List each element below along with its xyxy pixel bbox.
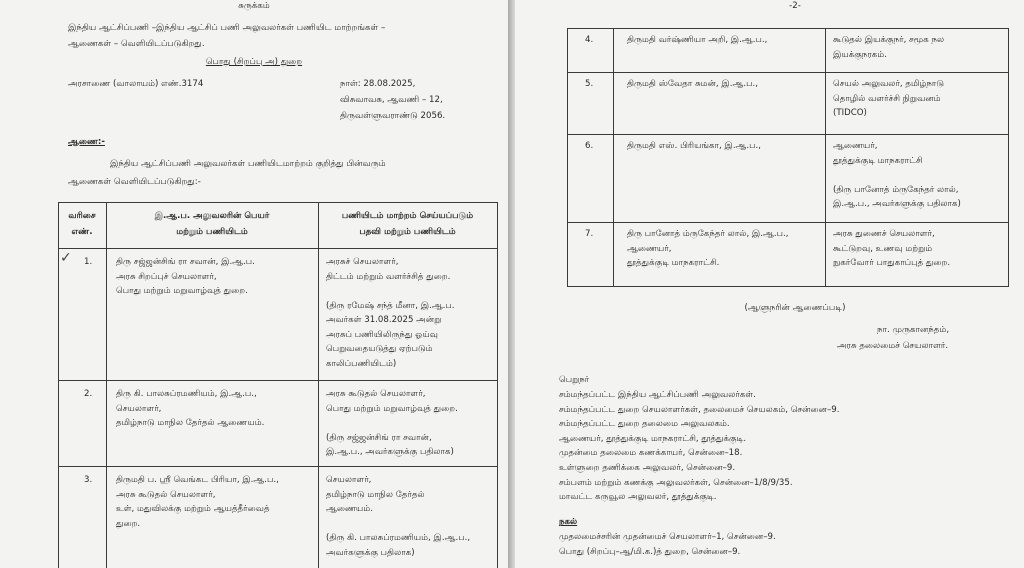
row-posting-line: கூட்டுறவு, உணவு மற்றும் xyxy=(833,243,933,254)
page-number: -2- xyxy=(789,1,801,11)
col-officer-header-2: மற்றும் பணியிடம் xyxy=(176,227,248,237)
row-posting-line: (TIDCO) xyxy=(833,108,867,118)
order-number: அரசாணை (வாலாயம்) எண்.3174 xyxy=(68,79,204,89)
row-posting-line: அரசுப் பணியிலிருந்து ஓய்வு xyxy=(326,329,438,340)
col-posting-header-2: பதவி மற்றும் பணியிடம் xyxy=(359,227,456,237)
row-posting-line: செயலாளர், xyxy=(326,475,372,485)
row-serial-number: 7. xyxy=(585,229,594,239)
row-officer-line: ஆணையர், xyxy=(627,243,672,254)
summary-heading: சுருக்கம் xyxy=(238,1,270,11)
signatory-title: அரசு தலைமைச் செயலாளர். xyxy=(837,341,949,351)
governor-order: (ஆளுநரின் ஆணைப்படி) xyxy=(744,303,846,313)
row-posting-line: (திரு பானோத் ம்ருகேந்தர் லால், xyxy=(833,184,959,195)
recipient-item: சம்பளம் மற்றும் கணக்கு அலுவலர்கள், சென்னை–1/8/9/35. xyxy=(559,477,793,488)
copy-heading: நகல் xyxy=(559,517,578,527)
row-officer-line: அரசு கூடுதல் செயலாளர், xyxy=(116,489,216,500)
row-posting-line: கூடுதல் இயக்குநர், சமூக நல xyxy=(833,35,945,45)
col-serial-header-2: எண். xyxy=(71,227,93,237)
recipient-item: ஆணையர், தூத்துக்குடி மாநகராட்சி, தூத்துக்குடி. xyxy=(559,433,747,444)
col-serial-header: வரிசை xyxy=(68,211,96,221)
row-officer-line: தமிழ்நாடு மாநில தேர்தல் ஆணையம். xyxy=(116,418,265,428)
signatory-name: நா. முருகானந்தம், xyxy=(877,325,950,335)
row-officer-line: தூத்துக்குடி மாநகராட்சி. xyxy=(627,258,720,268)
order-date: நாள்: 28.08.2025, xyxy=(340,79,416,89)
row-posting-line: செயல் அலுவலர், தமிழ்நாடு xyxy=(833,79,945,89)
row-posting-line: அவர்கள் 31.08.2025 அன்று xyxy=(326,315,442,325)
row-officer-line: திருமதி ஸ்வேதா சுமன், இ.ஆ.ப., xyxy=(627,79,758,89)
row-officer-line: செயலாளர், xyxy=(116,403,162,414)
row-serial-number: 5. xyxy=(585,79,594,89)
recipient-item: உள்ளுறை தணிக்கை அலுவலர், சென்னை–9. xyxy=(559,463,736,473)
row-posting-line: தொழில் வளர்ச்சி நிறுவனம் xyxy=(833,93,941,104)
row-officer-line: அரசு சிறப்புச் செயலாளர், xyxy=(116,271,217,282)
recipient-item: சம்மந்தப்பட்ட துறை தலைமை அலுவலகம். xyxy=(559,419,730,430)
row-posting-line: ஆணையர், xyxy=(833,141,878,151)
row-posting-line: (திரு ரமேஷ் சந்த் மீனா, இ.ஆ.ப. xyxy=(326,300,455,311)
col-officer-header: இ.ஆ.ப. அலுவலரின் பெயர் xyxy=(154,211,270,221)
row-officer-line: திரு கி. பாலசுப்ரமணியம், இ.ஆ.ப., xyxy=(116,389,257,399)
department-title: பொது (சிறப்பு அ) துறை xyxy=(205,57,303,67)
copy-item: பொது (சிறப்பு–ஆ/மி.க.)த் துறை, சென்னை–9. xyxy=(559,546,741,557)
col-posting-header: பணியிடம் மாற்றம் செய்யப்படும் xyxy=(341,211,474,221)
row-posting-line: இ.ஆ.ப., அவர்களுக்கு பதிலாக) xyxy=(833,199,961,209)
row-posting-line: நுகர்வோர் பாதுகாப்புத் துறை. xyxy=(833,258,951,268)
recipient-item: சம்மந்தப்பட்ட துறை செயலாளர்கள், தலைமைச் செயலகம், சென்னை–9. xyxy=(559,404,840,415)
row-posting-line: அரசுச் செயலாளர், xyxy=(326,257,399,267)
tamil-month: விசுவாவசு, ஆவணி – 12, xyxy=(340,95,443,105)
row-officer-line: திரு பானோத் ம்ருகேந்தர் லால், இ.ஆ.ப., xyxy=(627,229,789,239)
row-officer-line: பொது மற்றும் மறுவாழ்வுத் துறை. xyxy=(116,286,248,296)
row-posting-line: பெறுவதையடுத்து ஏற்படும் xyxy=(326,344,433,354)
intro-line-2: ஆணைகள் வெளியிடப்படுகிறது:- xyxy=(68,177,201,187)
row-officer-line: திரு சஜ்ஜன்சிங் ரா சவான், இ.ஆ.ப. xyxy=(116,257,255,267)
document-page-left xyxy=(0,0,508,568)
order-heading: ஆணை:- xyxy=(68,137,105,147)
copy-item: முதலமைச்சரின் முதன்மைச் செயலாளர்–1, சென்னை–9. xyxy=(559,532,776,542)
row-serial-number: 2. xyxy=(84,389,93,399)
row-serial-number: 6. xyxy=(585,141,594,151)
document-page-right xyxy=(515,0,1024,568)
recipient-item: சம்மந்தப்பட்ட இந்திய ஆட்சிப்பணி அலுவலர்கள். xyxy=(559,390,756,400)
recipient-item: முதன்மை தலைமை கணக்காயர், சென்னை–18. xyxy=(559,448,743,459)
handwritten-tick-mark: ✓ xyxy=(60,250,72,266)
summary-line-2: ஆணைகள் – வெளியிடப்படுகிறது. xyxy=(68,39,205,49)
row-posting-line: தமிழ்நாடு மாநில தேர்தல் xyxy=(326,489,425,500)
row-posting-line: (திரு சஜ்ஜன்சிங் ரா சவான், xyxy=(326,432,432,443)
page-fold-shadow xyxy=(508,0,515,568)
summary-line-1: இந்திய ஆட்சிப்பணி –இந்திய ஆட்சிப் பணி அலுவலர்கள் பணியிட மாற்றங்கள் – xyxy=(68,23,386,33)
row-posting-line: அரசு கூடுதல் செயலாளர், xyxy=(326,389,426,399)
recipient-item: மாவட்ட கருவூல அலுவலர், தூத்துக்குடி. xyxy=(559,492,717,503)
row-posting-line: இ.ஆ.ப., அவர்களுக்கு பதிலாக) xyxy=(326,447,454,457)
row-posting-line: தூத்துக்குடி மாநகராட்சி xyxy=(833,155,923,166)
row-posting-line: அவர்களுக்கு பதிலாக) xyxy=(326,547,415,558)
row-serial-number: 3. xyxy=(84,475,93,485)
thiruvalluvar-year: திருவள்ளுவராண்டு 2056. xyxy=(340,111,446,121)
recipient-heading: பெறுநர் xyxy=(559,375,590,385)
row-officer-line: திருமதி வர்ஷ்ணியா அறி, இ.ஆ.ப., xyxy=(627,35,768,45)
row-posting-line: காலிப்பணியிடம்) xyxy=(326,358,397,369)
row-posting-line: பொது மற்றும் மறுவாழ்வுத் துறை. xyxy=(326,403,458,414)
row-posting-line: திட்டம் மற்றும் வளர்ச்சித் துறை. xyxy=(326,271,451,282)
intro-line-1: இந்திய ஆட்சிப்பணி அலுவலர்கள் பணியிடமாற்றம் குறித்து பின்வரும் xyxy=(110,159,386,169)
row-posting-line: அரசு துணைச் செயலாளர், xyxy=(833,229,935,239)
row-serial-number: 1. xyxy=(84,257,93,267)
row-posting-line: ஆணையம். xyxy=(326,504,373,514)
row-officer-line: திருமதி ப. ஸ்ரீ வெங்கட பிரியா, இ.ஆ.ப., xyxy=(116,475,279,485)
row-officer-line: திருமதி எஸ். பிரியங்கா, இ.ஆ.ப., xyxy=(627,141,762,151)
row-serial-number: 4. xyxy=(585,35,594,45)
row-posting-line: இயக்குநரகம். xyxy=(833,49,887,60)
row-officer-line: துறை. xyxy=(116,518,141,529)
row-officer-line: உள், மதுவிலக்கு மற்றும் ஆயத்தீர்வைத் xyxy=(116,504,270,514)
row-posting-line: (திரு கி. பாலசுப்ரமணியம், இ.ஆ.ப., xyxy=(326,533,471,543)
